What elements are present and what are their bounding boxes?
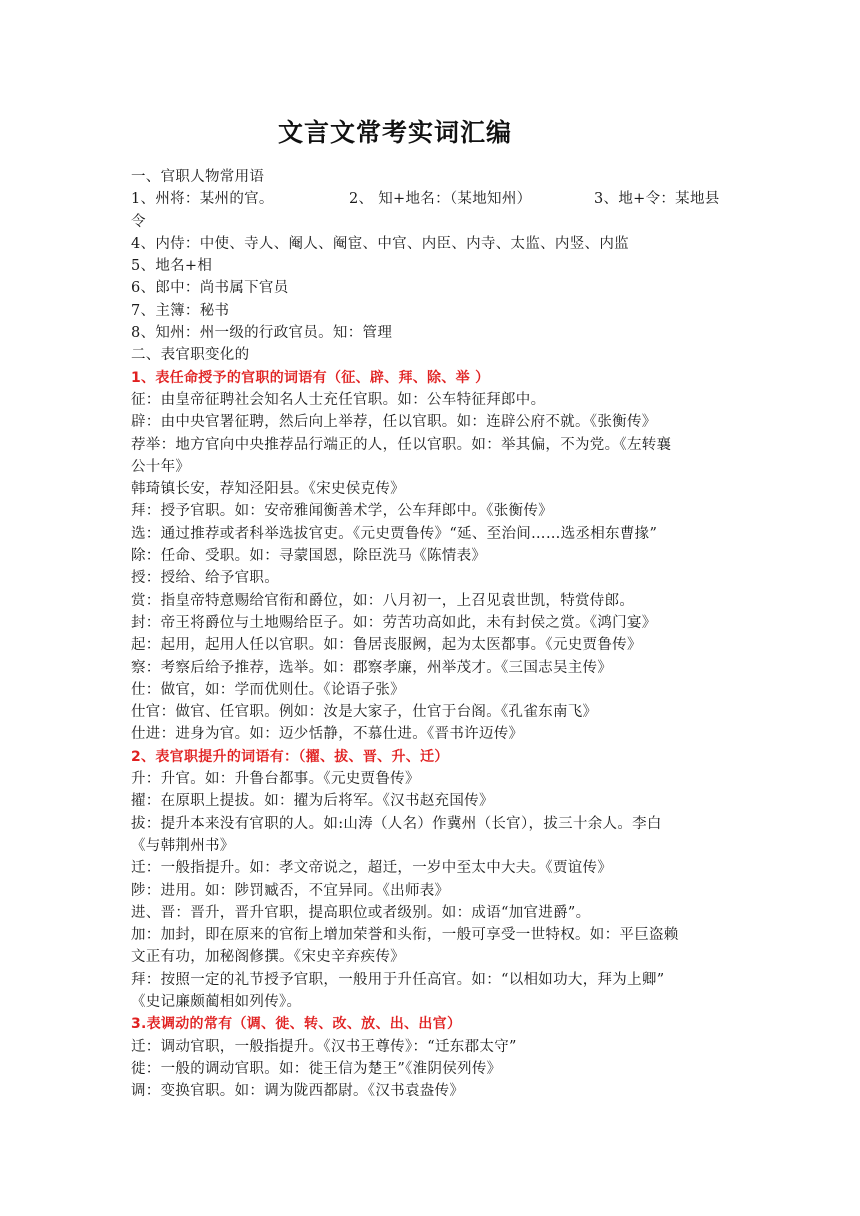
text-line <box>131 188 731 210</box>
text-line: 升：升官。如：升鲁台都事。《元史贾鲁传》 <box>131 771 420 788</box>
text-line: 迁：一般指提升。如：孝文帝说之，超迁，一岁中至太中大夫。《贾谊传》 <box>131 860 613 877</box>
text-line: 仕进：进身为官。如：迈少恬静，不慕仕进。《晋书许迈传》 <box>131 726 524 743</box>
text-line: 徙：一般的调动官职。如：徙王信为楚王”《淮阴侯列传》 <box>131 1060 502 1077</box>
text-line-column: 2、 知+地名：（某地知州） <box>349 191 532 208</box>
text-line: 擢：在原职上提拔。如：擢为后将军。《汉书赵充国传》 <box>131 793 494 810</box>
text-line: 征：由皇帝征聘社会知名人士充任官职。如：公车特征拜郎中。 <box>131 391 546 408</box>
text-line-column: 1、州将：某州的官。 <box>131 191 274 208</box>
text-line: 迁：调动官职，一般指提升。《汉书王尊传》：“迁东郡太守” <box>131 1038 517 1055</box>
text-line: 6、郎中：尚书属下官员 <box>131 280 289 297</box>
text-line: 5、地名+相 <box>131 258 213 275</box>
section-heading: 1、表任命授予的官职的词语有（征、辟、拜、除、举 ） <box>131 369 490 386</box>
text-line: 荐举：地方官向中央推荐品行端正的人，任以官职。如：举其偏，不为党。《左转襄 <box>131 436 672 453</box>
text-line: 选：通过推荐或者科举选拔官吏。《元史贾鲁传》“延、至治间……选丞相东曹掾” <box>131 525 658 542</box>
text-line: 拜：授予官职。如：安帝雅闻衡善术学，公车拜郎中。《张衡传》 <box>131 503 553 520</box>
text-line: 8、知州：州一级的行政官员。知：管理 <box>131 325 393 342</box>
document-title: 文言文常考实词汇编 <box>277 118 512 147</box>
text-line: 调：变换官职。如：调为陇西都尉。《汉书袁盎传》 <box>131 1083 465 1100</box>
document-body <box>131 166 731 1102</box>
section-heading: 2、表官职提升的词语有：（擢、拔、晋、升、迁） <box>131 748 449 765</box>
text-line: 察：考察后给予推荐，选举。如：郡察孝廉，州举茂才。《三国志吴主传》 <box>131 659 613 676</box>
text-line: 韩琦镇长安，荐知泾阳县。《宋史侯克传》 <box>131 481 405 498</box>
text-line: 授：授给、给予官职。 <box>131 570 279 587</box>
text-line: 封：帝王将爵位与土地赐给臣子。如：劳苦功高如此，未有封侯之赏。《鸿门宴》 <box>131 614 657 631</box>
text-line: 仕官：做官、任官职。例如：汝是大家子，仕官于台阁。《孔雀东南飞》 <box>131 704 598 721</box>
text-line: 辟：由中央官署征聘，然后向上举荐，任以官职。如：连辟公府不就。《张衡传》 <box>131 414 657 431</box>
text-line: 陟：进用。如：陟罚臧否，不宜异同。《出师表》 <box>131 882 450 899</box>
text-line: 公十年》 <box>131 458 191 475</box>
text-line: 《史记廉颇蔺相如列传》。 <box>131 993 302 1010</box>
text-line: 起：起用，起用人任以官职。如：鲁居丧服阙，起为太医都事。《元史贾鲁传》 <box>131 637 642 654</box>
text-line: 4、内侍：中使、寺人、阉人、阉宦、中官、内臣、内寺、太监、内竖、内监 <box>131 235 629 252</box>
text-line: 令 <box>131 213 146 230</box>
text-line: 一、官职人物常用语 <box>131 169 265 185</box>
text-line: 赏：指皇帝特意赐给官衔和爵位，如：八月初一，上召见袁世凯，特赏侍郎。 <box>131 592 635 609</box>
text-line: 拜：按照一定的礼节授予官职，一般用于升任高官。如：“以相如功大，拜为上卿” <box>131 971 665 988</box>
text-line: 7、主簿：秘书 <box>131 302 230 319</box>
text-line: 《与韩荆州书》 <box>131 837 235 854</box>
text-line: 除：任命、受职。如：寻蒙国恩，除臣洗马《陈情表》 <box>131 548 487 565</box>
text-line: 加：加封，即在原来的官衔上增加荣誉和头衔，一般可享受一世特权。如：平巨盗赖 <box>131 927 679 944</box>
text-line: 二、表官职变化的 <box>131 347 250 364</box>
text-line: 进、晋：晋升，晋升官职，提高职位或者级别。如：成语“加官进爵”。 <box>131 904 591 921</box>
text-line-column: 3、地+令：某地县 <box>594 191 720 208</box>
text-line: 仕：做官，如：学而优则仕。《论语子张》 <box>131 681 405 698</box>
section-heading: 3.表调动的常有（调、徙、转、改、放、出、出官） <box>131 1016 462 1033</box>
text-line: 拔：提升本来没有官职的人。如:山涛（人名）作冀州（长官），拔三十余人。李白 <box>131 815 662 832</box>
text-line: 文正有功，加秘阁修撰。《宋史辛弃疾传》 <box>131 949 405 966</box>
